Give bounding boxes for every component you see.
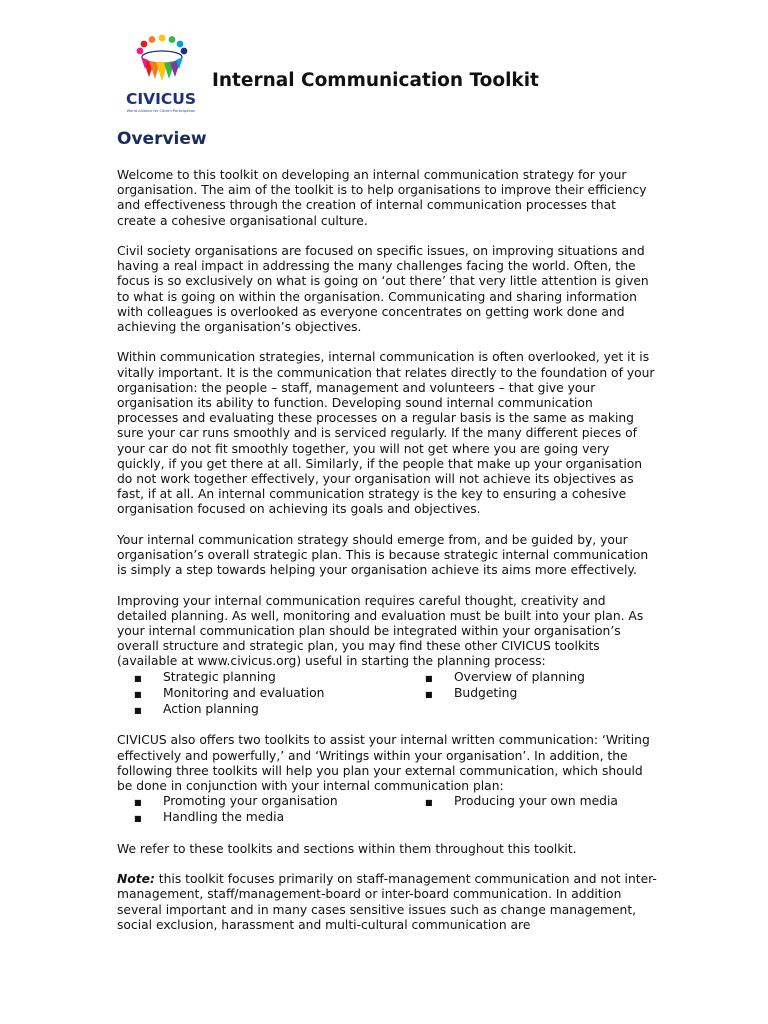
- document-title: Internal Communication Toolkit: [212, 70, 539, 91]
- bullet-icon: ■: [425, 689, 433, 699]
- list-item-label: Handling the media: [163, 810, 285, 825]
- list-item-label: Producing your own media: [454, 794, 618, 809]
- paragraph-strategic-plan: Your internal communication strategy should emerge from, and be guided by, your organisation’s overall strategic plan. This is because strategic internal communication is simply a step towards helping your organisation achieve its aims more effectively.: [117, 532, 649, 578]
- bullet-icon: ■: [134, 689, 142, 699]
- list-item-label: Budgeting: [454, 685, 518, 700]
- list-item: [425, 670, 645, 686]
- note-text: this toolkit focuses primarily on staff-management communication and not inter-management, staff/management-board or inter-board communication. In addition several important and in many cases sensitive issues such as change management, social exclusion, harassment and multi-cultural communication are: [117, 872, 657, 932]
- list-item: [134, 686, 425, 702]
- document-body: [117, 129, 657, 948]
- list-item-label: Monitoring and evaluation: [163, 685, 325, 700]
- list-item: [134, 670, 425, 686]
- list-item-label: Action planning: [163, 702, 259, 717]
- bullet-icon: ■: [425, 798, 433, 808]
- list-item: [134, 810, 425, 826]
- paragraph-strategies: Within communication strategies, internal communication is often overlooked, yet it is vitally important. It is the communication that relates directly to the foundation of your organisation: the people – staff, management and volunteers – that give your organisation its ability to function. Developing sound internal communication processes and evaluating these processes on a regular basis is the same as making sure your car runs smoothly and is serviced regularly. If the many different pieces of your car do not fit smoothly together, you will not get where you are going very quickly, if you get there at all. Similarly, if the people that make up your organisation do not work together effectively, your organisation will not achieve its objectives as fast, if at all. An internal communication strategy is the key to ensuring a cohesive organisation focused on achieving its goals and objectives.: [117, 350, 655, 517]
- bullet-icon: ■: [425, 673, 433, 683]
- brand-tagline: World Alliance for Citizen Participation: [126, 109, 196, 113]
- external-toolkits-list: [134, 794, 657, 826]
- paragraph-improving: Improving your internal communication requires careful thought, creativity and detailed planning. As well, monitoring and evaluation must be built into your plan. As your internal communication plan should be integrated within your organisation’s overall structure and strategic plan, you may find these other CIVICUS toolkits (available at www.civicus.org) useful in starting the planning process:: [117, 593, 644, 669]
- paragraph-welcome: Welcome to this toolkit on developing an internal communication strategy for your organisation. The aim of the toolkit is to help organisations to improve their efficiency and effectiveness through the creation of internal communication processes that create a cohesive organisational culture.: [117, 168, 647, 228]
- note-label: Note:: [117, 872, 155, 887]
- paragraph-civil-society: Civil society organisations are focused on specific issues, on improving situations and having a real impact in addressing the many challenges facing the world. Often, the focus is so exclusively on what is going on ‘out there’ that very little attention is given to what is going on within the organisation. Communicating and sharing information with colleagues is overlooked as everyone concentrates on getting work done and achieving the organisation’s objectives.: [117, 244, 649, 335]
- list-item: [134, 794, 425, 810]
- list-item-label: Strategic planning: [163, 669, 276, 684]
- bullet-icon: ■: [134, 814, 142, 824]
- paragraph-note: [117, 872, 657, 933]
- list-item: [425, 686, 645, 702]
- bullet-icon: ■: [134, 673, 142, 683]
- list-item: [134, 702, 425, 718]
- section-heading: Overview: [117, 129, 207, 149]
- list-item-label: Overview of planning: [454, 669, 585, 684]
- paragraph-written-communication: CIVICUS also offers two toolkits to assist your internal written communication: ‘Writing effectively and powerfully,’ and ‘Writings within your organisation’. In addition, the following three toolkits will help you plan your external communication, which should be done in conjunction with your internal communication plan:: [117, 733, 650, 794]
- bullet-icon: ■: [134, 798, 142, 808]
- list-item: [425, 794, 645, 810]
- list-item-label: Promoting your organisation: [163, 794, 338, 809]
- bullet-icon: ■: [134, 706, 142, 716]
- brand-name: CIVICUS: [125, 90, 197, 108]
- people-circle-icon: [127, 33, 197, 91]
- planning-toolkits-list: [134, 670, 657, 719]
- paragraph-refer: We refer to these toolkits and sections within them throughout this toolkit.: [117, 841, 577, 856]
